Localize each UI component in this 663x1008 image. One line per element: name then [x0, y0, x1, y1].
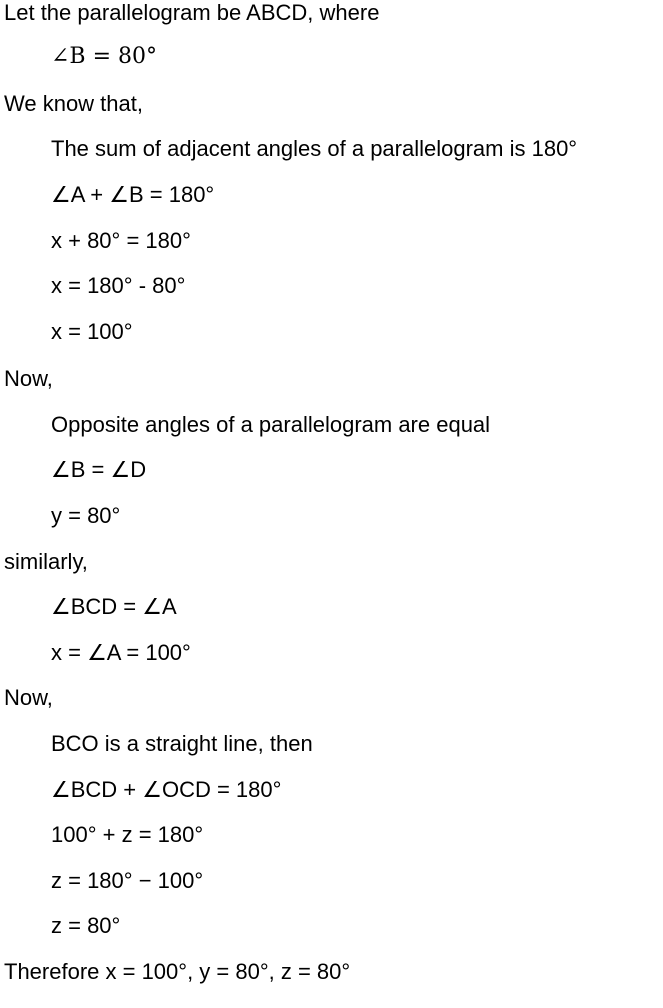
now-line-2: Now,	[4, 685, 53, 710]
given-angle-b: ∠B = 80°	[51, 44, 158, 69]
straight-line-statement: BCO is a straight line, then	[51, 731, 313, 756]
equation-a-plus-b: ∠A + ∠B = 180°	[51, 182, 215, 207]
equation-bcd-equals-a: ∠BCD = ∠A	[51, 594, 177, 619]
equation-x-equals-a: x = ∠A = 100°	[51, 640, 191, 665]
now-line-1: Now,	[4, 366, 53, 391]
result-x: x = 100°	[51, 319, 133, 344]
equation-b-equals-d: ∠B = ∠D	[51, 457, 147, 482]
intro-line: Let the parallelogram be ABCD, where	[4, 0, 380, 25]
equation-z-subtraction: z = 180° − 100°	[51, 868, 204, 893]
opposite-angles-property: Opposite angles of a parallelogram are equal	[51, 412, 491, 437]
adjacent-angles-property: The sum of adjacent angles of a parallelogram is 180°	[51, 136, 578, 161]
similarly-line: similarly,	[4, 549, 88, 574]
equation-100-plus-z: 100° + z = 180°	[51, 822, 204, 847]
equation-x-subtraction: x = 180° - 80°	[51, 273, 186, 298]
result-z: z = 80°	[51, 913, 121, 938]
equation-bcd-plus-ocd: ∠BCD + ∠OCD = 180°	[51, 777, 282, 802]
we-know-that-line: We know that,	[4, 91, 143, 116]
equation-x-plus-80: x + 80° = 180°	[51, 228, 191, 253]
result-y: y = 80°	[51, 503, 121, 528]
final-answer: Therefore x = 100°, y = 80°, z = 80°	[4, 959, 351, 984]
